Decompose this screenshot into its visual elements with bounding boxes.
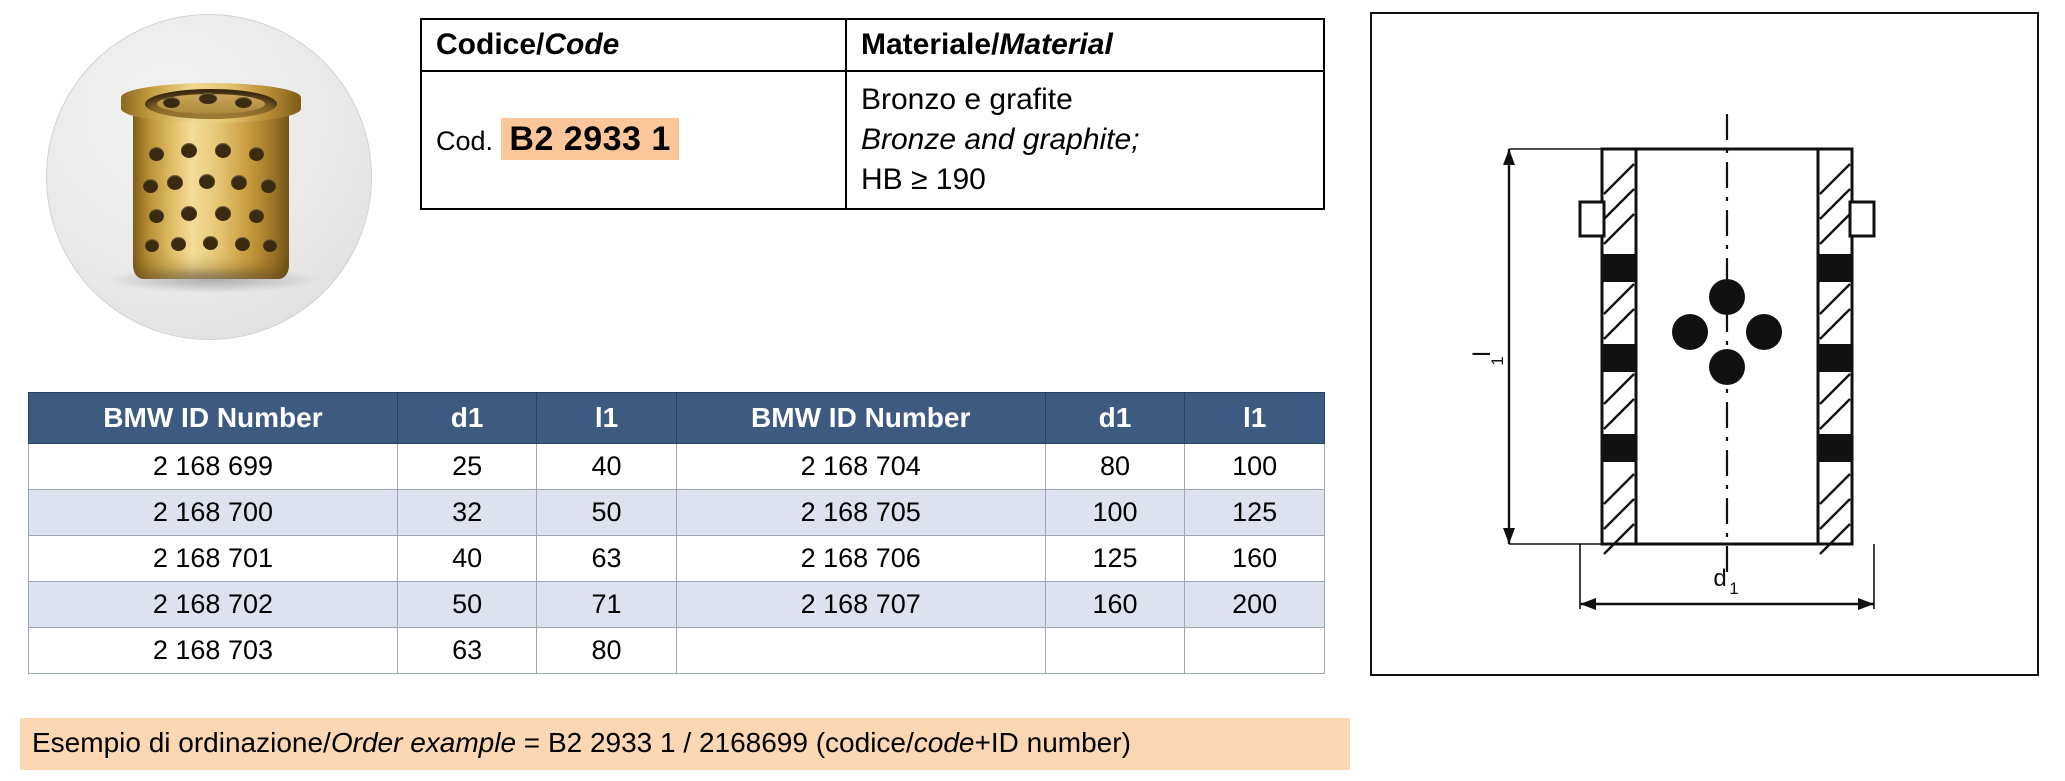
bushing-illustration: [121, 75, 301, 285]
material-header-en: Material: [999, 28, 1113, 61]
material-line-en: Bronze and graphite;: [861, 122, 1140, 156]
graphite-plug: [249, 147, 264, 161]
svg-text:1: 1: [1488, 356, 1507, 366]
table-row: [29, 582, 1325, 628]
cell-id: 2 168 700: [29, 490, 398, 536]
technical-drawing-svg: [1372, 14, 2037, 674]
note-part-it: Esempio di ordinazione/: [32, 727, 331, 758]
code-value-cell: [421, 71, 846, 209]
graphite-plug: [263, 239, 277, 252]
svg-text:l: l: [1469, 351, 1496, 357]
cell-d1: 32: [397, 490, 536, 536]
cell-l1: 100: [1185, 444, 1325, 490]
cell-id: 2 168 699: [29, 444, 398, 490]
cell-d1: 40: [397, 536, 536, 582]
note-part-end: +ID number): [974, 727, 1131, 758]
graphite-plug: [181, 206, 197, 221]
graphite-plug: [149, 147, 164, 161]
material-hardness: HB ≥ 190: [861, 162, 986, 196]
cell-l1: 200: [1185, 582, 1325, 628]
photo-circle-background: [46, 14, 372, 340]
order-example-note: [20, 718, 1350, 770]
note-part-code-en: code: [913, 727, 975, 758]
cell-l1: [1185, 628, 1325, 674]
cell-id: 2 168 703: [29, 628, 398, 674]
graphite-plug: [143, 179, 158, 193]
material-header-it: Materiale/: [861, 28, 1000, 61]
material-line-it: Bronzo e grafite: [861, 83, 1073, 116]
cell-id: 2 168 702: [29, 582, 398, 628]
cell-id: [676, 628, 1045, 674]
graphite-plug: [149, 209, 164, 223]
cell-id: 2 168 707: [676, 582, 1045, 628]
cell-d1: 80: [1045, 444, 1185, 490]
code-header-cell: [421, 19, 846, 71]
cell-d1: 63: [397, 628, 536, 674]
graphite-plug: [199, 93, 217, 104]
cell-id: 2 168 704: [676, 444, 1045, 490]
cell-d1: 160: [1045, 582, 1185, 628]
material-value-cell: [846, 71, 1324, 209]
th-bmw-id-2: BMW ID Number: [676, 393, 1045, 444]
graphite-plug: [249, 209, 264, 223]
cell-l1: 125: [1185, 490, 1325, 536]
cell-d1: 100: [1045, 490, 1185, 536]
cell-d1: 125: [1045, 536, 1185, 582]
cell-l1: 160: [1185, 536, 1325, 582]
table-header-row: [29, 393, 1325, 444]
th-l1-left: l1: [537, 393, 676, 444]
th-d1-left: d1: [397, 393, 536, 444]
cell-d1: 50: [397, 582, 536, 628]
th-d1-right: d1: [1045, 393, 1185, 444]
graphite-plug: [145, 239, 159, 252]
cell-id: 2 168 706: [676, 536, 1045, 582]
graphite-plug: [163, 97, 180, 108]
graphite-plug: [215, 206, 231, 221]
graphite-plug: [261, 179, 276, 193]
graphite-plug: [199, 174, 215, 189]
code-material-table: [420, 18, 1325, 210]
cell-l1: 63: [537, 536, 676, 582]
graphite-plug: [235, 237, 250, 251]
graphite-plug: [231, 175, 247, 190]
technical-drawing-panel: [1370, 12, 2039, 676]
cell-l1: 80: [537, 628, 676, 674]
svg-text:1: 1: [1729, 579, 1739, 598]
code-header-it: Codice/: [436, 28, 545, 61]
code-table-header-row: [421, 19, 1324, 71]
material-header-cell: [846, 19, 1324, 71]
note-part-en: Order example: [330, 727, 517, 758]
photo-shadow: [105, 267, 321, 293]
code-header-en: Code: [544, 28, 620, 61]
cell-d1: [1045, 628, 1185, 674]
cell-l1: 50: [537, 490, 676, 536]
table-row: [29, 628, 1325, 674]
graphite-plug: [181, 143, 197, 158]
cell-d1: 25: [397, 444, 536, 490]
table-row: [29, 536, 1325, 582]
graphite-plug: [167, 175, 183, 190]
cell-id: 2 168 701: [29, 536, 398, 582]
product-photo: [28, 8, 378, 338]
cod-label: Cod.: [436, 126, 494, 157]
cell-id: 2 168 705: [676, 490, 1045, 536]
graphite-plug: [215, 143, 231, 158]
th-bmw-id-1: BMW ID Number: [29, 393, 398, 444]
table-row: [29, 444, 1325, 490]
th-l1-right: l1: [1185, 393, 1325, 444]
cell-l1: 40: [537, 444, 676, 490]
graphite-plug: [235, 97, 252, 108]
graphite-plug: [171, 237, 186, 251]
cell-l1: 71: [537, 582, 676, 628]
code-value-highlight: B2 2933 1: [501, 118, 678, 160]
code-table-value-row: [421, 71, 1324, 209]
note-part-code: = B2 2933 1 / 2168699 (codice/: [516, 727, 914, 758]
graphite-plug: [203, 236, 218, 250]
table-row: [29, 490, 1325, 536]
svg-text:d: d: [1713, 565, 1727, 592]
dimensions-table: [28, 392, 1325, 674]
